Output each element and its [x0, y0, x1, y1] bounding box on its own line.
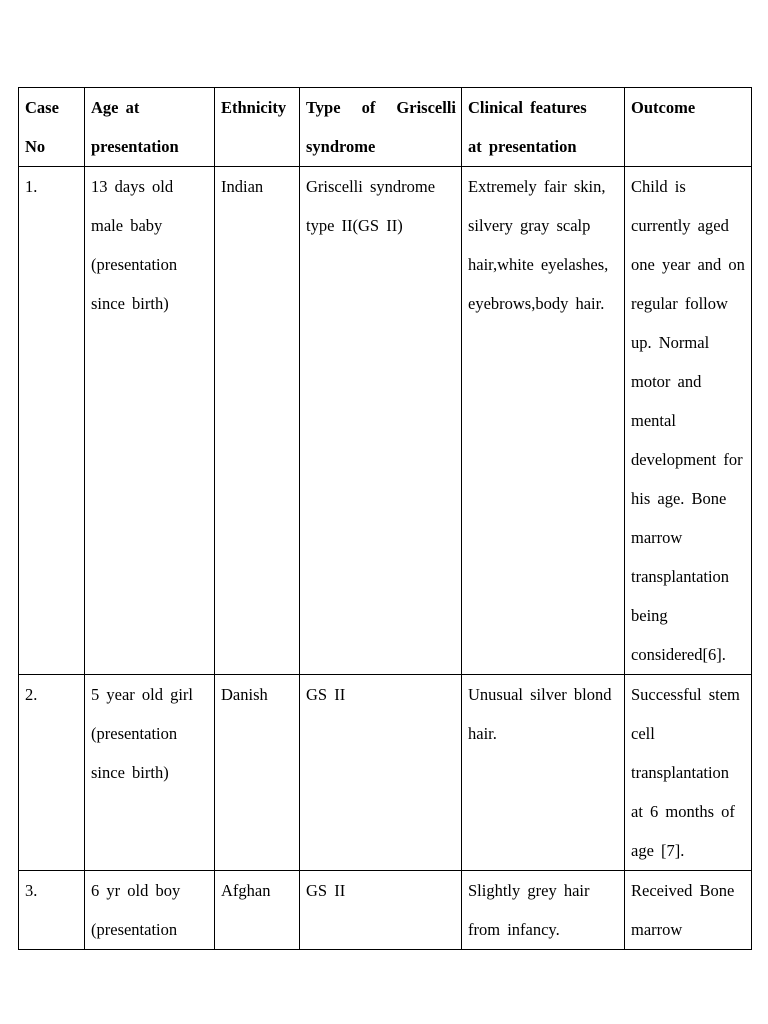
- table-row: [19, 167, 752, 675]
- cell-case-no: 3.: [19, 871, 85, 950]
- header-case-no: [19, 88, 85, 167]
- header-case-no-line1: Case: [25, 98, 59, 117]
- header-type-line2: syndrome: [306, 137, 376, 156]
- header-clinical-line1: Clinical features: [468, 98, 587, 117]
- cell-outcome: Child is currently aged one year and on regular follow up. Normal motor and mental development for his age. Bone marrow transplantation being considered[6].: [625, 167, 752, 675]
- cell-ethnicity: Indian: [215, 167, 300, 675]
- header-outcome-line1: Outcome: [631, 98, 696, 117]
- cell-case-no: 2.: [19, 675, 85, 871]
- header-clinical: [462, 88, 625, 167]
- cell-outcome: Successful stem cell transplantation at 6 months of age [7].: [625, 675, 752, 871]
- cell-clinical: Unusual silver blond hair.: [462, 675, 625, 871]
- cell-clinical: Extremely fair skin, silvery gray scalp hair,white eyelashes, eyebrows,body hair.: [462, 167, 625, 675]
- header-clinical-line2: at presentation: [468, 137, 577, 156]
- cell-clinical: Slightly grey hair from infancy.: [462, 871, 625, 950]
- header-ethnicity: [215, 88, 300, 167]
- header-age: [85, 88, 215, 167]
- table-row: [19, 675, 752, 871]
- header-outcome: [625, 88, 752, 167]
- header-case-no-line2: No: [25, 137, 46, 156]
- header-type: [300, 88, 462, 167]
- header-age-line1: Age at: [91, 98, 140, 117]
- header-type-line1: Type of Griscelli: [306, 98, 456, 117]
- cell-ethnicity: Afghan: [215, 871, 300, 950]
- cell-outcome: Received Bone marrow: [625, 871, 752, 950]
- table-row: [19, 871, 752, 950]
- table-header-row: [19, 88, 752, 167]
- cell-type: GS II: [300, 871, 462, 950]
- griscelli-case-table: [18, 87, 752, 950]
- cell-age: 6 yr old boy (presentation: [85, 871, 215, 950]
- header-age-line2: presentation: [91, 137, 179, 156]
- cell-type: GS II: [300, 675, 462, 871]
- cell-case-no: 1.: [19, 167, 85, 675]
- cell-ethnicity: Danish: [215, 675, 300, 871]
- cell-type: Griscelli syndrome type II(GS II): [300, 167, 462, 675]
- cell-age: 5 year old girl (presentation since birth): [85, 675, 215, 871]
- cell-age: 13 days old male baby (presentation since birth): [85, 167, 215, 675]
- header-ethnicity-line1: Ethnicity: [221, 98, 287, 117]
